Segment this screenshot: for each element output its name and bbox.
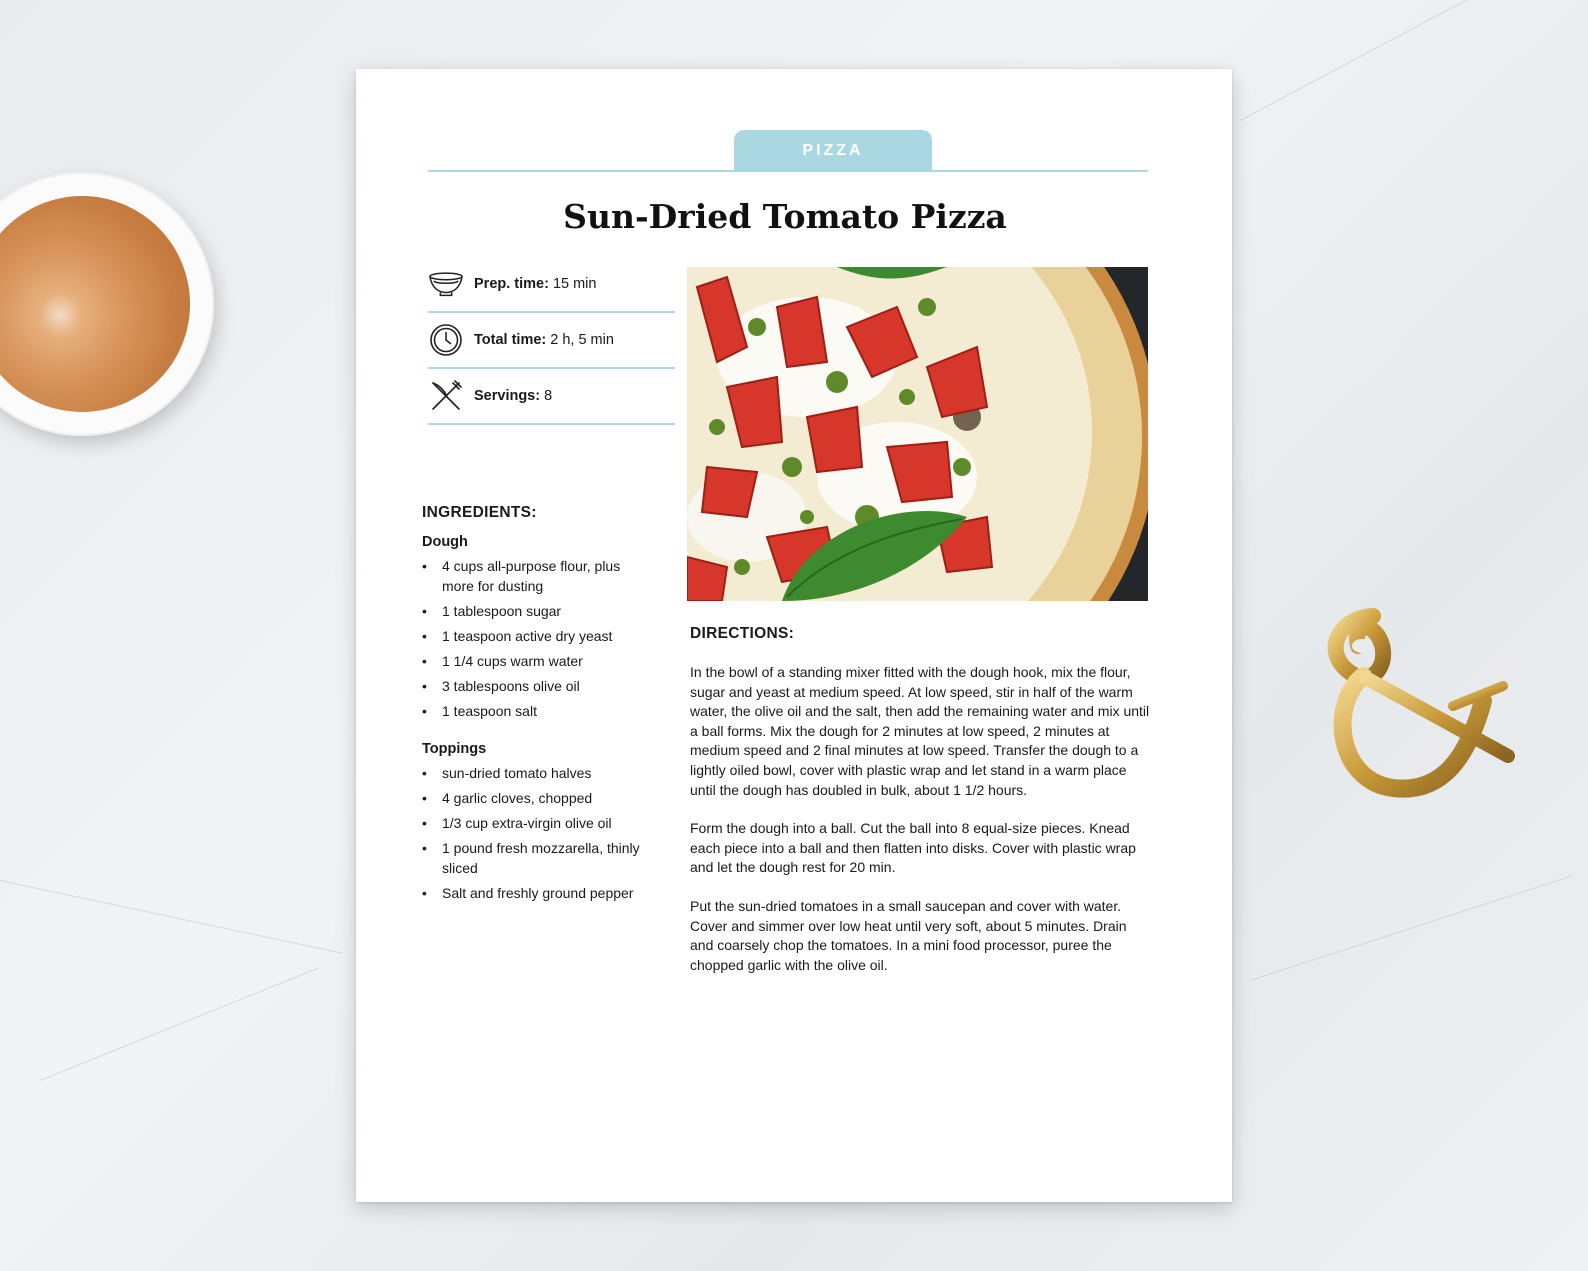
direction-paragraph: In the bowl of a standing mixer fitted with the dough hook, mix the flour, sugar and yeast at medium speed. At low speed, stir in half of the warm water, the olive oil and the salt, then add the remaining water and mix until a ball forms. Mix the dough for 2 minutes at low speed, 2 minutes at medium speed and 2 final minutes at low speed. Transfer the dough to a lightly oiled bowl, cover with plastic wrap and let stand in a warm place until the dough has doubled in bulk, about 1 1/2 hours. xyxy=(690,664,1150,798)
list-item: • sun-dried tomato halves xyxy=(422,763,640,783)
prep-time-row xyxy=(428,256,675,313)
servings-row xyxy=(428,368,675,425)
marble-vein xyxy=(0,880,342,954)
list-item: • 4 cups all-purpose flour, plus more for dusting xyxy=(422,556,640,596)
bowl-icon xyxy=(428,266,464,302)
list-item: • 1 teaspoon active dry yeast xyxy=(422,626,640,646)
total-time-row xyxy=(428,312,675,369)
dough-heading: Dough xyxy=(422,534,468,550)
fork-knife-icon xyxy=(428,378,464,414)
servings-label: Servings: xyxy=(474,387,541,404)
clock-icon xyxy=(428,322,464,358)
list-item: • 1 tablespoon sugar xyxy=(422,601,640,621)
recipe-page xyxy=(356,69,1232,1202)
pizza-photo xyxy=(687,267,1148,601)
toppings-heading: Toppings xyxy=(422,741,487,757)
dough-list xyxy=(422,556,640,726)
prep-time-label: Prep. time: xyxy=(474,275,549,292)
list-item: • 1 teaspoon salt xyxy=(422,701,640,721)
directions-text xyxy=(690,663,1150,994)
toppings-list xyxy=(422,763,640,908)
list-item: • 1 1/4 cups warm water xyxy=(422,651,640,671)
list-item: • 1 pound fresh mozzarella, thinly sliced xyxy=(422,838,640,878)
category-tab: PIZZA xyxy=(734,130,932,171)
list-item: • 4 garlic cloves, chopped xyxy=(422,788,640,808)
total-time-value: 2 h, 5 min xyxy=(550,331,614,348)
list-item: • 1/3 cup extra-virgin olive oil xyxy=(422,813,640,833)
list-item: • 3 tablespoons olive oil xyxy=(422,676,640,696)
prep-time-value: 15 min xyxy=(552,275,597,292)
marble-vein xyxy=(40,968,319,1081)
total-time-label: Total time: xyxy=(474,331,547,348)
marble-vein xyxy=(1240,0,1558,121)
list-item: • Salt and freshly ground pepper xyxy=(422,883,640,903)
directions-heading: DIRECTIONS: xyxy=(690,625,795,642)
marble-vein xyxy=(1250,875,1574,981)
direction-paragraph: Form the dough into a ball. Cut the ball into 8 equal-size pieces. Knead each piece into a ball and then flatten into disks. Cover with plastic wrap and let the dough rest for 20 min. xyxy=(690,820,1136,876)
ingredients-heading: INGREDIENTS: xyxy=(422,504,537,521)
coffee-surface xyxy=(0,196,190,412)
servings-value: 8 xyxy=(544,387,553,404)
coffee-cup-photo xyxy=(0,172,214,436)
recipe-title: Sun-Dried Tomato Pizza xyxy=(563,197,1007,236)
direction-paragraph: Put the sun-dried tomatoes in a small saucepan and cover with water. Cover and simmer over low heat until very soft, about 5 minutes. Drain and coarsely chop the tomatoes. In a mini food processor, puree the chopped garlic with the olive oil. xyxy=(690,897,1127,973)
ampersand-bottle-opener xyxy=(1318,606,1528,806)
